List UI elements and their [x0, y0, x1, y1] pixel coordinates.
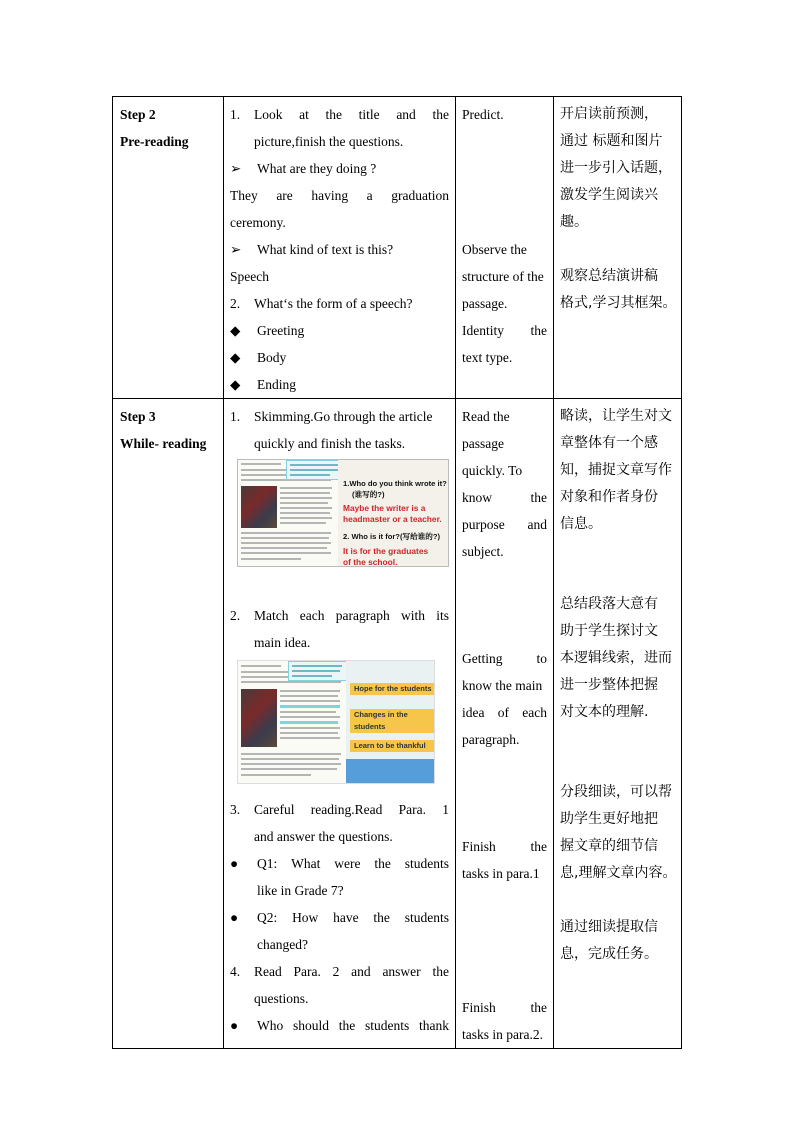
- justified-words: Look at the title and the: [254, 107, 449, 122]
- task-line: 4. Read Para. 2 and answer the: [230, 964, 449, 979]
- question-line: ➢ What kind of text is this?: [230, 236, 449, 263]
- lesson-plan-table: [112, 96, 682, 1049]
- task-line: 3. Careful reading.Read Para. 1: [230, 802, 449, 817]
- question-line: ● Who should the students thank: [230, 1012, 449, 1039]
- dot-bullet-icon: ●: [230, 856, 239, 871]
- question-line: ➢ What are they doing ?: [230, 155, 449, 182]
- table-row: [113, 97, 682, 399]
- stage-label: Pre-reading: [120, 134, 189, 149]
- student-activity-cell: Predict. Observe the structure of the passage. Identity the text type.: [456, 97, 554, 399]
- stage-label: While- reading: [120, 436, 207, 451]
- diamond-bullet-icon: ◆: [230, 377, 241, 392]
- skimming-slide-image: 1.Who do you think wrote it? (谁写的?) Maybe the writer is a headmaster or a teacher. 2. Who is it for?(写给谁的?) It is for the graduates of the school.: [237, 459, 449, 567]
- diamond-bullet-icon: ◆: [230, 350, 241, 365]
- task-line: 1. Skimming.Go through the article: [230, 409, 433, 424]
- question-line: changed?: [257, 937, 308, 952]
- dot-bullet-icon: ●: [230, 1018, 239, 1033]
- list-item: ◆ Body: [230, 344, 449, 371]
- question-line: ● Q1: What were the students: [230, 850, 449, 877]
- task-line: picture,finish the questions.: [254, 134, 404, 149]
- step-cell: [113, 399, 224, 1049]
- step-cell: [113, 97, 224, 399]
- purpose-cell: 略读，让学生对文 章整体有一个感 知，捕捉文章写作 对象和作者身份 信息。 总结段落大意有 助于学生探讨文 本逻辑线索，进而 进一步整体把握 对文本的理解. 分段细读，可以帮 助学生更好地把 握文章的细节信 息,理解文章内容。 通过细读提取信 息，完成任务。: [554, 399, 682, 1049]
- table-row: [113, 399, 682, 1049]
- question-line: like in Grade 7?: [257, 883, 344, 898]
- task-line: main idea.: [254, 635, 311, 650]
- arrow-bullet-icon: ➢: [230, 161, 242, 176]
- answer-line: They are having a graduation: [230, 188, 449, 203]
- task-line: 2. What‘s the form of a speech?: [230, 296, 413, 311]
- step-label: Step 2: [120, 107, 156, 122]
- list-item: ◆ Greeting: [230, 317, 449, 344]
- purpose-cell: 开启读前预测， 通过 标题和图片 进一步引入话题， 激发学生阅读兴 趣。 观察总结演讲稿 格式,学习其框架。: [554, 97, 682, 399]
- task-line: 2. Match each paragraph with its: [230, 608, 449, 623]
- task-line: and answer the questions.: [254, 829, 393, 844]
- answer-line: Speech: [230, 269, 269, 284]
- answer-line: ceremony.: [230, 215, 286, 230]
- task-line: questions.: [254, 991, 309, 1006]
- arrow-bullet-icon: ➢: [230, 242, 242, 257]
- step-label: Step 3: [120, 409, 156, 424]
- match-slide-image: Hope for the students Changes in the students Learn to be thankful: [237, 660, 435, 784]
- activity-cell: [224, 97, 456, 399]
- dot-bullet-icon: ●: [230, 910, 239, 925]
- question-line: ● Q2: How have the students: [230, 904, 449, 931]
- diamond-bullet-icon: ◆: [230, 323, 241, 338]
- list-item: ◆ Ending: [230, 371, 449, 398]
- activity-cell: [224, 399, 456, 1049]
- task-line: 1. Look at the title and the: [230, 101, 449, 128]
- student-activity-cell: Read the passage quickly. To know the purpose and subject. Getting to know the main idea of each paragraph. Finish the tasks in para.1 Finish the tasks in para.2.: [456, 399, 554, 1049]
- task-line: quickly and finish the tasks.: [254, 436, 406, 451]
